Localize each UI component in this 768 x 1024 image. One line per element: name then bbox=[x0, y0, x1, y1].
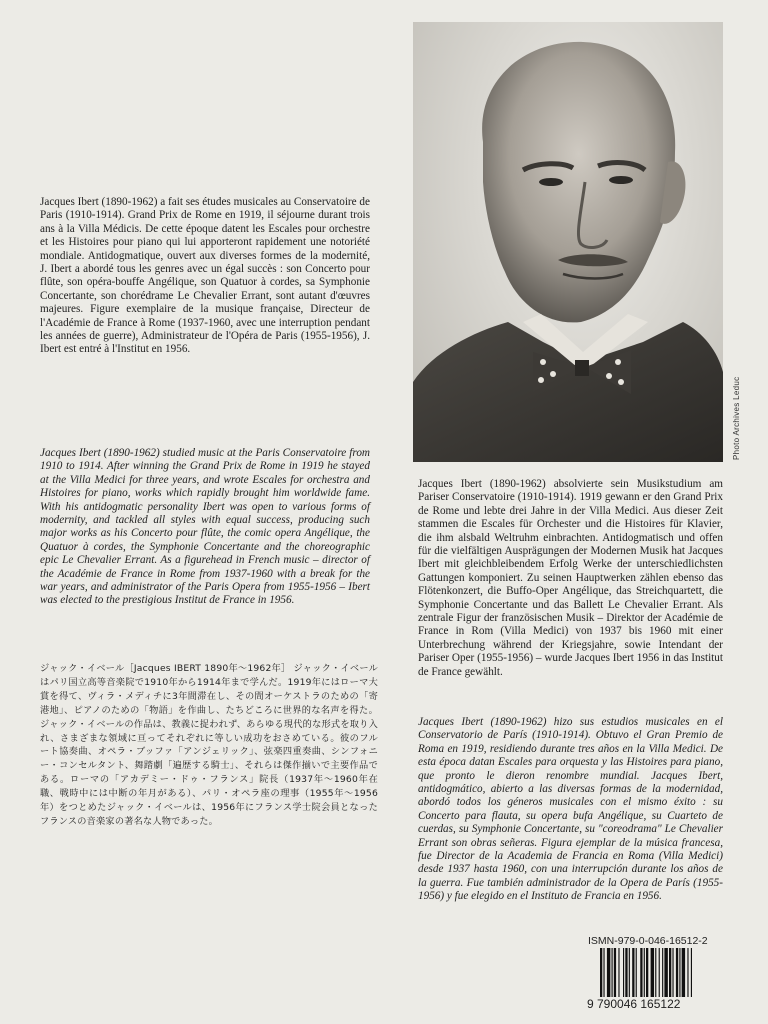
barcode-bar bbox=[646, 948, 648, 1000]
barcode-bar bbox=[632, 948, 634, 1000]
portrait-photo bbox=[413, 22, 723, 462]
barcode-digits: 9 790046 165122 bbox=[585, 997, 739, 1011]
barcode-bar bbox=[623, 948, 624, 1000]
photo-credit: Photo Archives Leduc bbox=[732, 376, 741, 460]
barcode-bar bbox=[600, 948, 602, 1000]
japanese-biography bbox=[40, 662, 378, 829]
barcode-bar bbox=[618, 948, 619, 1000]
barcode-bar bbox=[659, 948, 660, 1000]
barcode-bar bbox=[603, 948, 604, 1000]
japanese-text: ジャック・イベール［Jacques IBERT 1890年～1962年］ ジャック・イベールはパリ国立高等音楽院で1910年から1914年まで学んだ。1919年にはローマ大賞を得て、ヴィラ・メディチに3年間滞在し、その間オーケストラのための「寄港地」、ピアノのための「物語」を作曲し、たちどころに世界的な名声を得た。ジャック・イベールの作品は、教義に捉われず、あらゆる現代的な形式を取り入れ、さまざまな領域に亘ってそれぞれに等しい成功をおさめている。彼のフルート協奏曲、オペラ・ブッファ「アンジェリック」、弦楽四重奏曲、シンフォニー・コンセルタント、舞踏劇「遍歴する騎士」、それらは傑作揃いで主要作品である。ローマの「アカデミー・ドゥ・フランス」院長（1937年～1960年在職、戦時中には中断の年月がある）、パリ・オペラ座の理事（1955年～1956年）をつとめたジャック・イベールは、1956年にフランス学士院会員となったフランスの音楽家の著名な人物であった。 bbox=[40, 663, 378, 827]
barcode-bar bbox=[636, 948, 637, 1000]
barcode-bar bbox=[669, 948, 671, 1000]
french-text: Jacques Ibert (1890-1962) a fait ses études musicales au Conservatoire de Paris (1910-1914). Grand Prix de Rome en 1919, il séjourne durant trois ans à la Villa Médicis. De cette époque datent les Escales pour orchestre et les Histoires pour piano qui lui apporteront rapidement une notoriété mondiale. Antidogmatique, ouvert aux diverses formes de la modernité, J. Ibert a abordé tous les genres avec un égal succès : son Concerto pour flûte, son opéra-bouffe Angélique, son Quatuor à cordes, sa Symphonie Concertante, son chorédrame Le Chevalier Errant, sont autant d'œuvres majeures. Figure exemplaire de la musique française, Directeur de l'Académie de France à Rome (1937-1960, avec une interruption pendant les années de guerre), Administrateur de l'Opéra de Paris (1955-1956), J. Ibert est entré à l'Institut en 1956. bbox=[40, 196, 370, 356]
barcode-bar bbox=[662, 948, 663, 1000]
barcode-bar bbox=[672, 948, 673, 1000]
spanish-text: Jacques Ibert (1890-1962) hizo sus estudios musicales en el Conservatorio de París (1910-1914). Obtuvo el Gran Premio de Roma en 1919, residiendo durante tres años en la Villa Medici. De esta época datan Escales para orquesta y las Histoires para piano, que pronto le dieron renombre mundial. Jacques Ibert, antidogmático, abierto a las diversas formas de la modernidad, abordó todos los géneros musicales con el mismo éxito : su Concerto para flauta, su opera bufa Angélique, su Cuarteto de cuerdas, su Symphonie Concertante, su "coreodrama" Le Chevalier Errant son obras señeras. Figura ejemplar de la música francesa, fue Director de la Academia de Francia en Roma (Villa Medici) desde 1937 hasta 1960, con una interrupción durante los años de la guerra. Fue también administrador de la Opera de París (1955-1956) y fue elegido en el Instituto de Francia en 1956. bbox=[418, 716, 723, 903]
barcode-bars bbox=[598, 948, 732, 1000]
spanish-biography bbox=[418, 716, 723, 904]
english-biography bbox=[40, 447, 370, 608]
barcode-bar bbox=[651, 948, 654, 1000]
barcode-bar bbox=[625, 948, 627, 1000]
french-biography bbox=[40, 196, 370, 357]
barcode-bar bbox=[676, 948, 678, 1000]
ismn-number: ISMN-979-0-046-16512-2 bbox=[588, 935, 708, 947]
barcode-bar bbox=[644, 948, 645, 1000]
barcode-bar bbox=[691, 948, 692, 1000]
english-text: Jacques Ibert (1890-1962) studied music at the Paris Conservatoire from 1910 to 1914. After winning the Grand Prix de Rome in 1919 he stayed at the Villa Medici for three years, and wrote Escales for orchestra and Histoires for piano, works which rapidly brought him worldwide fame. With his antidogmatic personality Ibert was open to various forms of modernity, and tackled all styles with equal success, producing such major works as his Concerto pour flûte, the comic opera Angélique, the Quatuor à cordes, the Symphonie Concertante and the choreographic epic Le Chevalier Errant. As a figurehead in French music – director of the Académie de France in Rome from 1937-1960 with a break for the war years, and administrator of the Paris Opera from 1955-1956 – Ibert was elected to the prestigious Institut de France in 1956. bbox=[40, 447, 370, 607]
portrait-drawing bbox=[413, 22, 723, 462]
german-biography bbox=[418, 478, 723, 679]
barcode-bar bbox=[664, 948, 667, 1000]
barcode-bar bbox=[629, 948, 630, 1000]
barcode-bar bbox=[682, 948, 685, 1000]
barcode-bar bbox=[612, 948, 613, 1000]
barcode-bar bbox=[655, 948, 656, 1000]
barcode-bar bbox=[679, 948, 680, 1000]
german-text: Jacques Ibert (1890-1962) absolvierte sein Musikstudium am Pariser Conservatoire (1910-1914). 1919 gewann er den Grand Prix de Rome und lebte drei Jahre in der Villa Medici. Aus dieser Zeit stammen die Escales für Orchester und die Histoires für Klavier, die ihm alsbald Weltruhm einbrachten. Antidogmatisch und offen für die vielfältigen Ausprägungen der Modernen Musik hat Jacques Ibert mit gleichbleibendem Erfolg Werke der unterschiedlichsten Gattungen komponiert. Zu seinen Hauptwerken zählen ebenso das Flötenkonzert, die Buffo-Oper Angélique, das Streichquartett, die Symphonie Concertante und das Ballett Le Chevalier Errant. Als zentrale Figur der französischen Musik – Direktor der Académie de France in Rom (Villa Medici) von 1937 bis 1960 mit einer Unterbrechung während der Kriegsjahre, sowie Intendant der Pariser Oper (1955-1956) – wurde Jacques Ibert 1956 in das Institut de France gewählt. bbox=[418, 478, 723, 678]
barcode-bar bbox=[687, 948, 688, 1000]
barcode-bar bbox=[607, 948, 610, 1000]
barcode-bar bbox=[640, 948, 642, 1000]
barcode-bar bbox=[614, 948, 616, 1000]
